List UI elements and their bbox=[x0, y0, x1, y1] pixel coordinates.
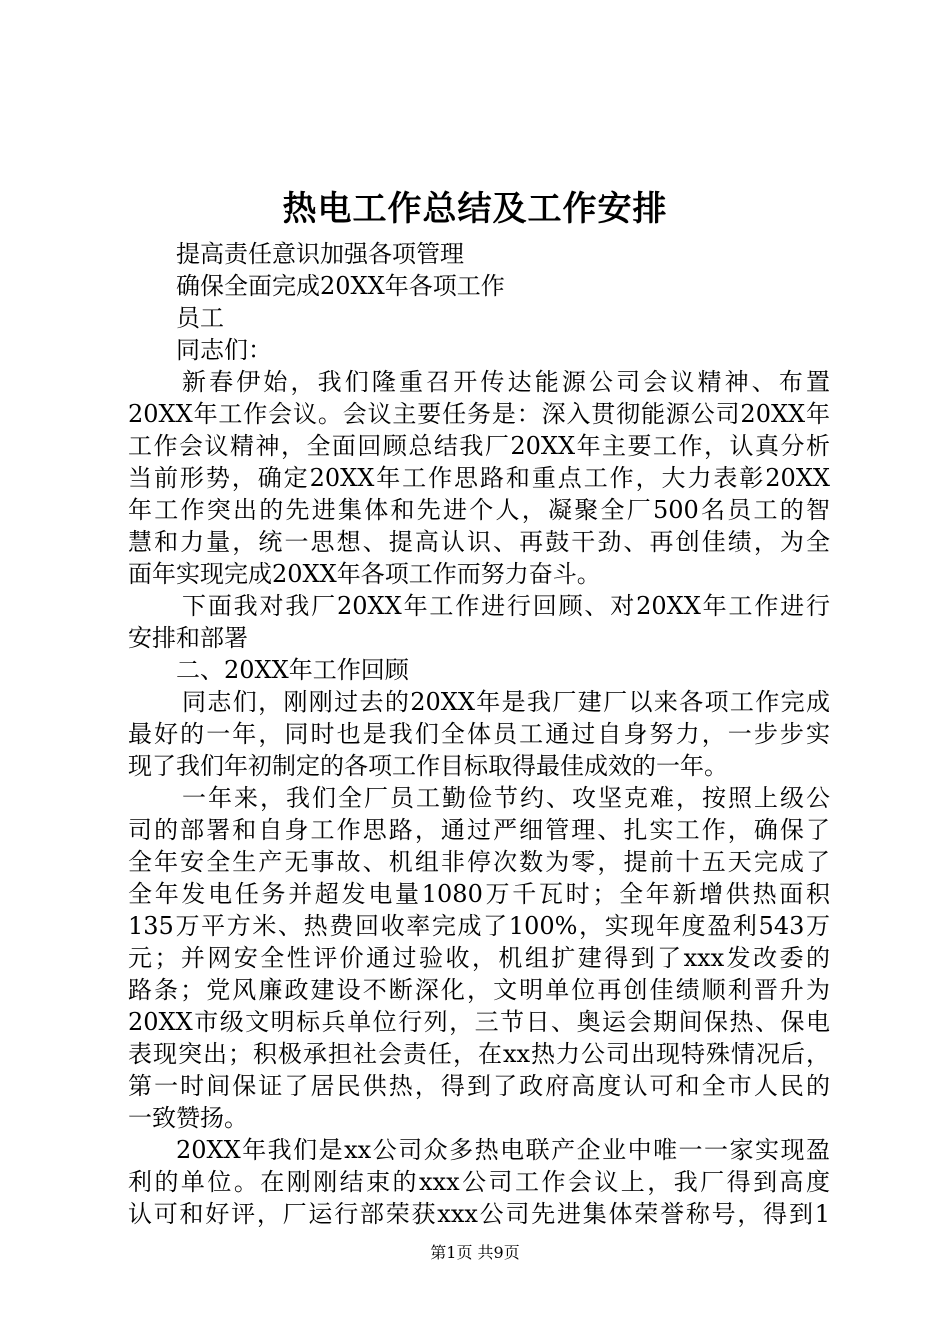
subtitle-line: 提高责任意识加强各项管理 bbox=[176, 240, 464, 268]
paragraph-line: 一致赞扬。 bbox=[128, 1104, 248, 1132]
paragraph-line: 当前形势，确定20XX年工作思路和重点工作，大力表彰20XX bbox=[128, 464, 830, 492]
addressee-line: 员工 bbox=[176, 304, 224, 332]
subtitle-line: 确保全面完成20XX年各项工作 bbox=[176, 272, 505, 300]
document-body bbox=[128, 238, 830, 1230]
paragraph-line: 新春伊始，我们隆重召开传达能源公司会议精神、布置 bbox=[182, 368, 830, 396]
salutation-line: 同志们： bbox=[176, 336, 272, 364]
paragraph-line: 表现突出；积极承担社会责任，在xx热力公司出现特殊情况后， bbox=[128, 1040, 830, 1068]
paragraph-line: 年工作突出的先进集体和先进个人，凝聚全厂500名员工的智 bbox=[128, 496, 830, 524]
paragraph-line: 面年实现完成20XX年各项工作而努力奋斗。 bbox=[128, 560, 601, 588]
paragraph-line: 20XX市级文明标兵单位行列，三节日、奥运会期间保热、保电 bbox=[128, 1008, 830, 1036]
paragraph-line: 第一时间保证了居民供热，得到了政府高度认可和全市人民的 bbox=[128, 1072, 830, 1100]
document-title: 热电工作总结及工作安排 bbox=[282, 189, 668, 229]
paragraph-line: 20XX年我们是xx公司众多热电联产企业中唯一一家实现盈 bbox=[176, 1136, 830, 1164]
paragraph-line: 最好的一年，同时也是我们全体员工通过自身努力，一步步实 bbox=[128, 720, 830, 748]
page-footer: 第1页 共9页 bbox=[430, 1243, 520, 1262]
paragraph-line: 同志们，刚刚过去的20XX年是我厂建厂以来各项工作完成 bbox=[182, 688, 830, 716]
paragraph-line: 下面我对我厂20XX年工作进行回顾、对20XX年工作进行 bbox=[182, 592, 830, 620]
paragraph-line: 路条；党风廉政建设不断深化，文明单位再创佳绩顺利晋升为 bbox=[128, 976, 830, 1004]
paragraph-line: 全年安全生产无事故、机组非停次数为零，提前十五天完成了 bbox=[128, 848, 830, 876]
section-heading: 二、20XX年工作回顾 bbox=[176, 656, 409, 684]
paragraph-line: 安排和部署 bbox=[128, 624, 248, 652]
paragraph-line: 工作会议精神，全面回顾总结我厂20XX年主要工作，认真分析 bbox=[128, 432, 830, 460]
paragraph-line: 慧和力量，统一思想、提高认识、再鼓干劲、再创佳绩，为全 bbox=[128, 528, 830, 556]
paragraph-line: 全年发电任务并超发电量1080万千瓦时；全年新增供热面积 bbox=[128, 880, 830, 908]
paragraph-line: 司的部署和自身工作思路，通过严细管理、扎实工作，确保了 bbox=[128, 816, 830, 844]
paragraph-line: 20XX年工作会议。会议主要任务是：深入贯彻能源公司20XX年 bbox=[128, 400, 830, 428]
paragraph-line: 135万平方米、热费回收率完成了100%，实现年度盈利543万 bbox=[128, 912, 830, 940]
paragraph-line: 利的单位。在刚刚结束的xxx公司工作会议上，我厂得到高度 bbox=[128, 1168, 830, 1196]
paragraph-line: 现了我们年初制定的各项工作目标取得最佳成效的一年。 bbox=[128, 752, 728, 780]
paragraph-line: 一年来，我们全厂员工勤俭节约、攻坚克难，按照上级公 bbox=[182, 784, 830, 812]
paragraph-line: 元；并网安全性评价通过验收，机组扩建得到了xxx发改委的 bbox=[128, 944, 830, 972]
paragraph-line: 认可和好评，厂运行部荣获xxx公司先进集体荣誉称号，得到1 bbox=[128, 1200, 830, 1228]
